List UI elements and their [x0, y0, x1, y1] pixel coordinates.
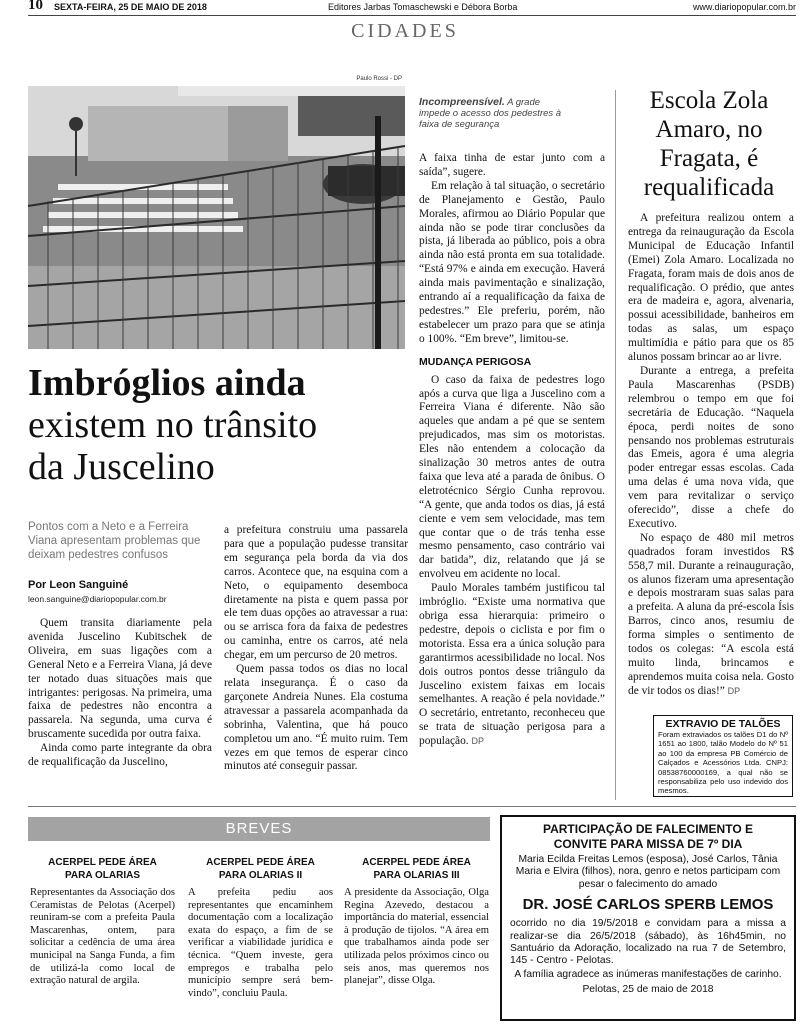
photo-illustration [28, 86, 405, 349]
header-date: SEXTA-FEIRA, 25 DE MAIO DE 2018 [54, 2, 207, 12]
street-photo [28, 86, 405, 349]
caption-text: A grade impede o acesso dos pedestres à faixa de segurança [419, 97, 562, 130]
brief-title: ACERPEL PEDE ÁREA [48, 857, 157, 868]
paragraph [628, 532, 794, 699]
article-column-2 [224, 524, 408, 774]
obituary-box [500, 815, 796, 1021]
section-title: CIDADES [351, 20, 459, 42]
byline: Por Leon Sanguiné [28, 579, 129, 591]
paragraph: A presidente da Associação, Olga Regina Azevedo, destacou a importância do material, essencial à produção de tijolos. “A área em que trabalhamos ainda pode ser utilizada pelos próximos cinco ou seis anos, mas queremos nos planejar”, disse Olga. [344, 887, 489, 987]
obituary-title-1: PARTICIPAÇÃO DE FALECIMENTO E [542, 822, 753, 836]
headline-line-1: Imbróglios ainda [28, 362, 306, 404]
headline-line-2: existem no trânsito [28, 404, 318, 446]
notice-box [653, 715, 793, 797]
notice-body: Foram extraviados os talões D1 do Nº 1651 ao 1800, talão Modelo do Nº 51 ao 100 da empresa PB Comércio de Calçados e Acessórios Ltda. CNPJ: 08538760000169, a qual não se responsabiliza pelo uso indevido dos mesmos. [658, 730, 788, 796]
paragraph: Representantes da Associação dos Ceramistas de Pelotas (Acerpel) reuniram-se com a prefeita Paula Mascarenhas, ontem, para solicitar a cedência de uma área municipal na Sanga Funda, a fim de utilizá-la como local de extração natural de argila. [30, 887, 175, 987]
paragraph: Ainda como parte integrante da obra de requalificação da Juscelino, [28, 742, 212, 769]
header-editors: Editores Jarbas Tomaschewski e Débora Borba [328, 2, 518, 12]
brief-title: PARA OLARIAS III [373, 870, 460, 881]
obituary-title-2: CONVITE PARA MISSA DE 7º DIA [553, 837, 743, 851]
side-headline: Escola Zola Amaro, no Fragata, é requalificada [643, 87, 775, 201]
header-rule [28, 15, 796, 16]
paragraph: Durante a entrega, a prefeita Paula Mascarenhas (PSDB) relembrou o tempo em que foi secretária de Educação. “Naquela época, perdi noites de sono pensando nos problemas estruturais das Emeis, agora é uma alegria poder entregar essas escolas. Cada uma delas é uma nova vida, que vem para revitalizar o serviço oferecido”, disse a chefe do Executivo. [628, 364, 794, 530]
brief-item [30, 856, 175, 988]
obituary-family: Maria Ecilda Freitas Lemos (esposa), José Carlos, Tânia Maria e Elvira (filhos), nora, genro e netos participam com pesar o falecimento do amado [515, 854, 781, 890]
brief-item [188, 856, 333, 1000]
obituary-thanks: A família agradece as inúmeras manifestações de carinho. [514, 968, 782, 980]
brief-body [188, 887, 333, 1000]
brief-title: ACERPEL PEDE ÁREA [362, 857, 471, 868]
photo-caption [419, 97, 569, 130]
page-number: 10 [28, 0, 43, 13]
headline-line-3: da Juscelino [28, 446, 215, 488]
page-header [28, 0, 796, 14]
subheading: MUDANÇA PERIGOSA [419, 355, 532, 368]
main-headline [28, 362, 408, 488]
brief-title: PARA OLARIAS [65, 870, 140, 881]
obituary-details: ocorrido no dia 19/5/2018 e convidam para a missa a realizar-se dia 26/5/2018 (sábado), às 16h45min, no Santuário da Adoração, localizado na rua 7 de Setembro, 145 - Centro - Pelotas. [510, 918, 786, 967]
paragraph: a prefeitura construiu uma passarela para que a população pudesse transitar em segurança pela borda da via dos carros. Acontece que, na esquina com a Neto, o equipamento desemboca diretamente na pista e quem passa por ele tem duas opções ao atravessar a rua: ou se arrisca fora da faixa de pedestres ou caminha, entre os carros, até nela chegar, em um percurso de 20 metros. [224, 524, 408, 662]
side-article-body [628, 212, 794, 699]
section-rule [28, 806, 796, 807]
paragraph-text: No espaço de 480 mil metros quadrados foram investidos R$ 558,7 mil. Durante a reinauguração, os alunos fizeram uma apresentação e depois mostraram suas salas para a prefeita. A aluna da pré-escola Ísis Barros, cinco anos, resumiu de forma simples o sentimento de todos os colegas: “A escola está muito linda, brincamos e aprendemos muita coisa nela. Gosto de vir todos os dias!” [628, 531, 794, 697]
paragraph: Em relação à tal situação, o secretário de Planejamento e Gestão, Paulo Morales, afirmou ao Diário Popular que ainda não se pode tirar conclusões da pista, já liberada ao público, pois a obra ainda não está pronta em sua totalidade. “Está 97% e ainda em execução. Haverá ainda mais pavimentação e sinalização, entrando aí a requalificação da faixa de pedestres.” Ele preferiu, porém, não estabelecer um prazo para que se atinja o 100%. “Em breve”, limitou-se. [419, 179, 605, 345]
notice-title: EXTRAVIO DE TALÕES [665, 718, 781, 730]
brief-title: PARA OLARIAS II [218, 870, 303, 881]
article-column-3 [419, 152, 605, 749]
paragraph: A prefeita pediu aos representantes que encaminhem documentação com a localização exata do espaço, a fim de se verificar a viabilidade jurídica e técnica. “Quem investe, gera empregos e trabalha pelo município sempre será bem-vindo”, concluiu Paula. [188, 887, 333, 999]
paragraph: Quem passa todos os dias no local relata insegurança. É o caso da garçonete Andreia Nunes. Ela costuma atravessar a passarela acompanhada da sobrinha, Valentina, que há pouco completou um ano. “É muito ruim. Tem vezes em que temos de esperar cinco minutos até conseguir passar. [224, 663, 408, 773]
paragraph: A prefeitura realizou ontem a entrega da reinauguração da Escola Municipal de Educação Infantil (Emei) Zola Amaro. Localizada no Fragata, foram mais de dois anos de requalificação. O prédio, que antes era de madeira e, agora, alvenaria, possui acessibilidade, banheiros em todas as salas, um espaço multimídia e pátio para que os 85 alunos possam brincar ao ar livre. [628, 212, 794, 364]
paragraph: A faixa tinha de estar junto com a saída”, sugere. [419, 152, 605, 178]
paragraph [419, 582, 605, 749]
article-column-1 [28, 617, 212, 770]
subhead: Pontos com a Neto e a Ferreira Viana apresentam problemas que deixam pedestres confusos [28, 521, 201, 561]
breves-banner [28, 817, 490, 841]
paragraph-text: Paulo Morales também justificou tal imbróglio. “Existe uma normativa que obriga essa hierarquia: primeiro o pedestre, depois o ciclista e por fim o motorista. Essa era a única solução para garantirmos acessibilidade no local. Nos dois outros pontos desse triângulo da Juscelino existem faixas em locais semelhantes. A reação é pela novidade.” O secretário, entretanto, reconheceu que se trata de situação perigosa para a população. [419, 582, 605, 748]
column-divider [615, 90, 616, 800]
paragraph: Quem transita diariamente pela avenida Juscelino Kubitschek de Oliveira, em suas ligações com a General Neto e a Ferreira Viana, já deve ter notado duas situações mais que intrigantes: perigosas. Na primeira, uma faixa de pedestres não encontra a passarela. Na segunda, uma curva é bruscamente sucedida por outra faixa. [28, 617, 212, 741]
brief-title: ACERPEL PEDE ÁREA [206, 857, 315, 868]
author-email: leon.sanguine@diariopopular.com.br [28, 594, 167, 604]
brief-body [30, 887, 175, 988]
end-mark: DP [471, 736, 485, 747]
header-website: www.diariopopular.com.br [692, 2, 796, 12]
brief-body [344, 887, 489, 988]
brief-item [344, 856, 489, 988]
obituary-name: DR. JOSÉ CARLOS SPERB LEMOS [522, 896, 774, 914]
breves-label: BREVES [225, 820, 293, 837]
paragraph: O caso da faixa de pedestres logo após a curva que liga a Juscelino com a Ferreira Viana é diferente. Não são aqueles que andam a pé que se sentem prejudicados, mas sim os motoristas. Eles não entendem a colocação da sinalização 30 metros antes de outra faixa que leva até a parada de ônibus. O eletrotécnico Sérgio Cunha reprovou. “A gente, que anda todos os dias, já está ciente e vem sem velocidade, mas tem que contar que o de trás tenha esse mesmo pensamento, caso contrário vai dar batida”, diz, relatando que já se envolveu em acidente no local. [419, 373, 605, 581]
caption-lead: Incompreensível. [419, 96, 505, 108]
photo-credit: Paulo Rossi - DP [356, 76, 402, 82]
obituary-place-date: Pelotas, 25 de maio de 2018 [582, 984, 714, 996]
end-mark: DP [727, 685, 741, 696]
